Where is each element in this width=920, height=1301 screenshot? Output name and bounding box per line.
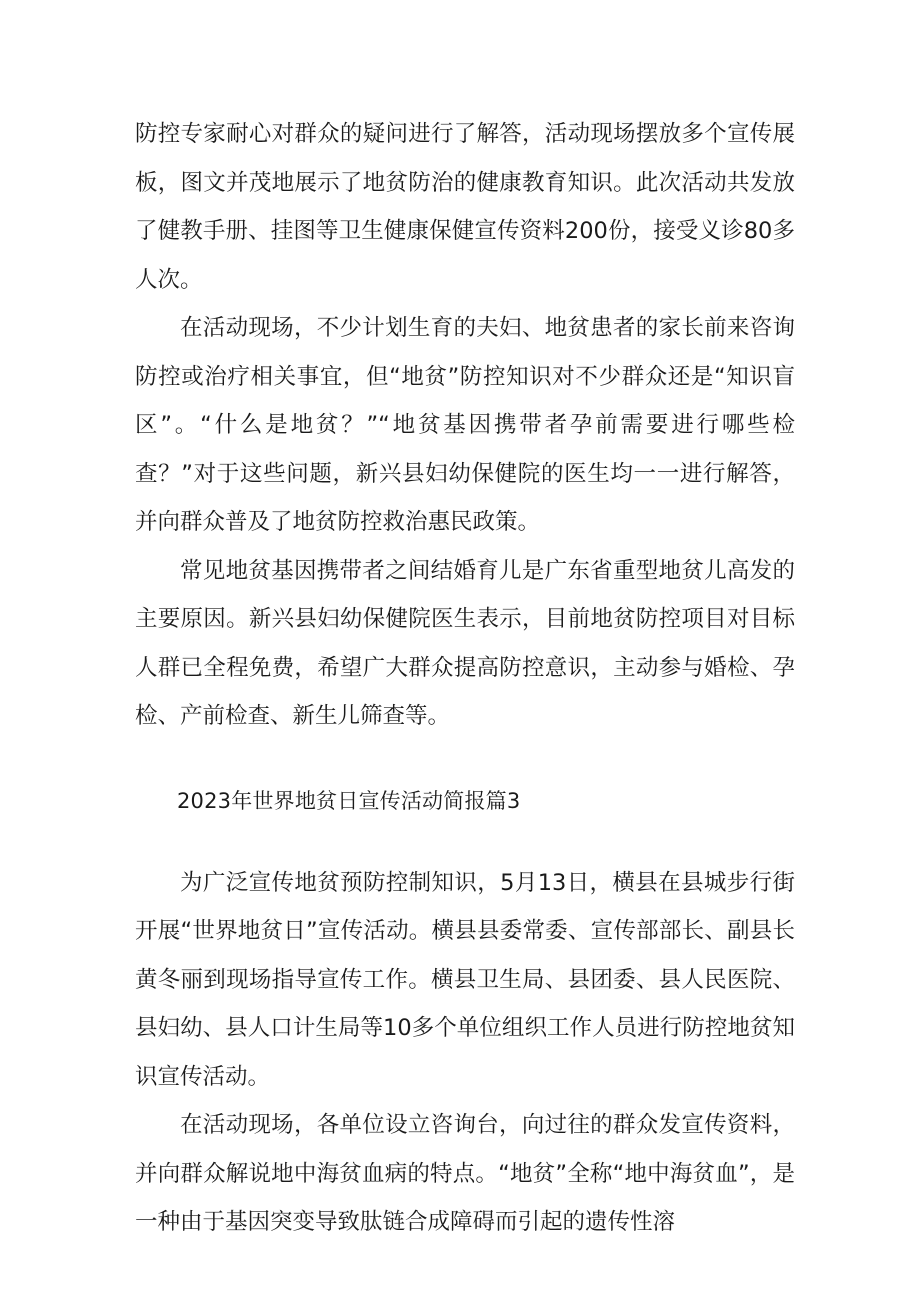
document-body bbox=[135, 110, 795, 1247]
paragraph-consultation-desks: 在活动现场，各单位设立咨询台，向过往的群众发宣传资料，并向群众解说地中海贫血病的特点。“地贫”全称“地中海贫血”，是一种由于基因突变导致肽链合成障碍而引起的遗传性溶 bbox=[135, 1112, 795, 1235]
paragraph-consultation: 在活动现场，不少计划生育的夫妇、地贫患者的家长前来咨询防控或治疗相关事宜，但“地贫”防控知识对不少群众还是“知识盲区”。“什么是地贫？”“地贫基因携带者孕前需要进行哪些检查？”对于这些问题，新兴县妇幼保健院的医生均一一进行解答，并向群众普及了地贫防控救治惠民政策。 bbox=[135, 315, 795, 535]
paragraph-main-cause: 常见地贫基因携带者之间结婚育儿是广东省重型地贫儿高发的主要原因。新兴县妇幼保健院医生表示，目前地贫防控项目对目标人群已全程免费，希望广大群众提高防控意识，主动参与婚检、孕检、产前检查、新生儿筛查等。 bbox=[135, 557, 795, 729]
section-heading: 2023年世界地贫日宣传活动简报篇3 bbox=[177, 788, 521, 813]
paragraph-hengxian-event: 为广泛宣传地贫预防控制知识，5月13日，横县在县城步行街开展“世界地贫日”宣传活动。横县县委常委、宣传部部长、副县长黄冬丽到现场指导宣传工作。横县卫生局、县团委、县人民医院、县妇幼、县人口计生局等10多个单位组织工作人员进行防控地贫知识宣传活动。 bbox=[135, 869, 795, 1090]
paragraph-expert-answers: 防控专家耐心对群众的疑问进行了解答，活动现场摆放多个宣传展板，图文并茂地展示了地贫防治的健康教育知识。此次活动共发放了健教手册、挂图等卫生健康保健宣传资料200份，接受义诊80多人次。 bbox=[135, 121, 795, 293]
